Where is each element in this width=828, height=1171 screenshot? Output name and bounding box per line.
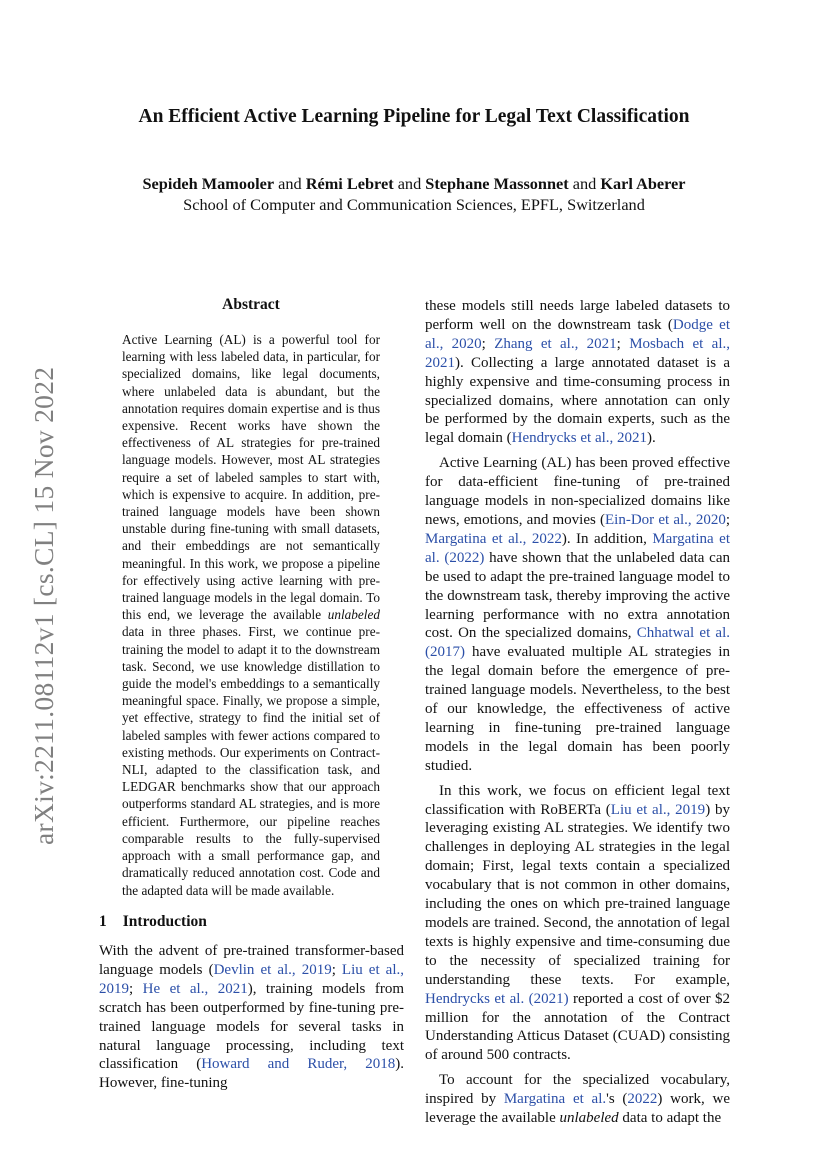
body-paragraph: these models still needs large labeled datasets to perform well on the downstream task (Dodge et al., 2020; Zhang et al., 2021; Mosbach et al., 2021). Collecting a large annotated dataset is a highly expensive and time-consuming process in specialized domains, where annotation can only be performed by the domain experts, such as the legal domain (Hendrycks et al., 2021). (425, 298, 731, 447)
author-name: Stephane Massonnet (425, 174, 569, 193)
citation-link[interactable]: Liu et al., 2019 (610, 801, 706, 818)
citation-link[interactable]: Ein-Dor et al., 2020 (605, 511, 726, 528)
citation-link[interactable]: Liu et al., 2019 (99, 961, 404, 997)
citation-link[interactable]: Chhatwal et al. (2017) (425, 625, 731, 661)
body-paragraph: In this work, we focus on efficient legal text classification with RoBERTa (Liu et al., 2019) by leveraging existing AL strategies. We identify two challenges in deploying AL strategies in the legal domain; First, legal texts contain a specialized vocabulary that is not common in other domains, including the ones on which pre-trained language models are trained. Second, the annotation of legal texts is highly expensive and time-consuming due to the necessity of specialized training for understanding these texts. For example, Hendrycks et al. (2021) reported a cost of over $2 million for the annotation of the Contract Understanding Atticus Dataset (CUAD) consisting of around 500 contracts. (425, 782, 730, 1064)
body-paragraph: Active Learning (AL) has been proved effective for data-efficient fine-tuning of pre-trained language models in non-specialized domains like news, emotions, and movies (Ein-Dor et al., 2020; Margatina et al., 2022). In addition, Margatina et al. (2022) have shown that the unlabeled data can be used to adapt the pre-trained language model to the downstream task, thereby improving the active learning performance with no extra annotation cost. On the specialized domains, Chhatwal et al. (2017) have evaluated multiple AL strategies in the legal domain before the emergence of pre-trained language models. Nevertheless, to the best of our knowledge, the effectiveness of active learning in fine-tuning pre-trained language models in the legal domain has been poorly studied. (425, 455, 731, 774)
section-number: 1 (99, 913, 107, 930)
citation-link[interactable]: Margatina et al., 2022 (425, 530, 562, 547)
citation-link[interactable]: Zhang et al., 2021 (494, 335, 617, 352)
citation-link[interactable]: He et al., 2021 (142, 980, 248, 997)
author-name: Rémi Lebret (305, 174, 394, 193)
citation-link[interactable]: Devlin et al., 2019 (213, 961, 332, 978)
section-title: Introduction (122, 913, 207, 930)
citation-link[interactable]: Margatina et al. (2022) (425, 530, 730, 566)
arxiv-identifier: arXiv:2211.08112v1 [cs.CL] 15 Nov 2022 (28, 366, 59, 845)
author-separator: and (278, 174, 302, 193)
body-paragraph: To account for the specialized vocabulary, inspired by Margatina et al.'s (2022) work, we leverage the available unlabeled data to adapt the (425, 1072, 730, 1127)
author-name: Sepideh Mamooler (142, 174, 275, 193)
emphasis: unlabeled (327, 607, 380, 623)
author-list (0, 174, 828, 194)
author-name: Karl Aberer (600, 174, 686, 193)
citation-link[interactable]: Hendrycks et al. (2021) (425, 990, 569, 1007)
abstract-text: Active Learning (AL) is a powerful tool for learning with less labeled data, in particular, for specialized domains, like legal documents, where unlabeled data is abundant, but the annotation requires domain expertise and is thus expensive. Recent works have shown the effectiveness of AL strategies for pre-trained language models. However, most AL strategies require a set of labeled samples to start with, which is expensive to acquire. In addition, pre-trained language models have been shown unstable during fine-tuning with small datasets, and their embeddings are not semantically meaningful. In this work, we propose a pipeline for effectively using active learning with pre-trained language models in the legal domain. To this end, we leverage the available unlabeled data in three phases. First, we continue pre-training the model to adapt it to the downstream task. Second, we use knowledge distillation to guide the model's embeddings to a semantically meaningful space. Finally, we propose a simple, yet effective, strategy to find the initial set of labeled samples with fewer actions compared to existing methods. Our experiments on Contract-NLI, adapted to the classification task, and LEDGAR benchmarks show that our approach outperforms standard AL strategies, and is more efficient. Furthermore, our pipeline reaches comparable results to the fully-supervised approach with a small performance gap, and dramatically reduced annotation cost. Code and the adapted data will be made available. (122, 332, 380, 898)
author-separator: and (572, 174, 597, 193)
author-separator: and (397, 174, 422, 193)
citation-link[interactable]: 2022 (627, 1091, 658, 1108)
citation-link[interactable]: Margatina et al. (503, 1091, 607, 1108)
affiliation: School of Computer and Communication Sciences, EPFL, Switzerland (183, 195, 645, 214)
section-heading (99, 913, 223, 931)
citation-link[interactable]: Mosbach et al., 2021 (425, 335, 731, 371)
intro-paragraph: With the advent of pre-trained transformer-based language models (Devlin et al., 2019; Liu et al., 2019; He et al., 2021), training models from scratch has been outperformed by fine-tuning pre-trained language models for several tasks in natural language processing, including text classification (Howard and Ruder, 2018). However, fine-tuning (99, 943, 405, 1092)
abstract-heading: Abstract (222, 296, 280, 313)
citation-link[interactable]: Howard and Ruder, 2018 (201, 1056, 396, 1073)
citation-link[interactable]: Dodge et al., 2020 (425, 316, 730, 352)
citation-link[interactable]: Hendrycks et al., 2021 (511, 430, 648, 447)
emphasis: unlabeled (559, 1110, 619, 1127)
right-column (425, 297, 730, 1134)
paper-title: An Efficient Active Learning Pipeline for Legal Text Classification (138, 106, 690, 127)
